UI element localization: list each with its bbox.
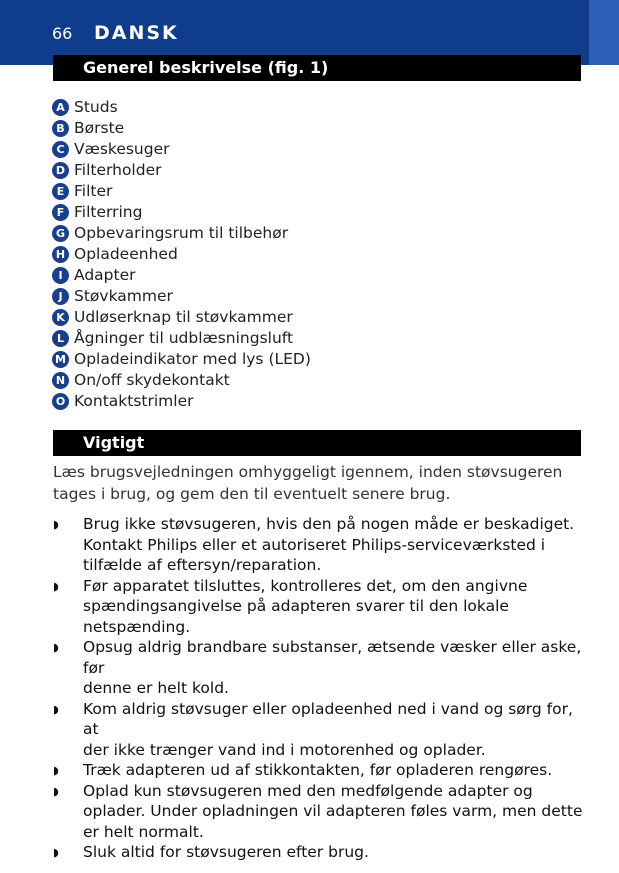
list-item xyxy=(52,286,311,307)
part-label: Ågninger til udblæsningsluft xyxy=(74,329,294,347)
letter-badge-icon: N xyxy=(52,372,69,389)
list-item xyxy=(52,202,311,223)
list-item xyxy=(52,370,311,391)
bullet-icon: ◗ xyxy=(53,764,59,777)
part-label: Filter xyxy=(74,182,113,200)
list-item xyxy=(53,514,583,576)
bullet-icon: ◗ xyxy=(53,784,59,798)
letter-badge-icon: H xyxy=(52,246,69,263)
part-label: Væskesuger xyxy=(74,140,170,158)
letter-badge-icon: A xyxy=(52,99,69,116)
part-label: Støvkammer xyxy=(74,287,173,305)
letter-badge-icon: G xyxy=(52,225,69,242)
section-heading-general-description: Generel beskrivelse (fig. 1) xyxy=(53,55,581,81)
parts-list xyxy=(52,97,311,412)
warning-text: Sluk altid for støvsugeren efter brug. xyxy=(83,843,369,861)
letter-badge-icon: I xyxy=(52,267,69,284)
part-label: Studs xyxy=(74,98,118,116)
letter-badge-icon: F xyxy=(52,204,69,221)
list-item xyxy=(53,781,583,843)
list-item xyxy=(52,181,311,202)
warning-text: Kom aldrig støvsuger eller opladeenhed ned i vand og sørg for, at der ikke trænger vand ind i motorenhed og oplader. xyxy=(83,699,573,759)
letter-badge-icon: C xyxy=(52,141,69,158)
letter-badge-icon: J xyxy=(52,288,69,305)
list-item xyxy=(52,97,311,118)
warning-text: Før apparatet tilsluttes, kontrolleres det, om den angivne spændingsangivelse på adapteren svarer til den lokale netspænding. xyxy=(83,576,528,636)
list-item xyxy=(53,699,583,761)
bullet-icon: ◗ xyxy=(53,518,59,531)
page-number: 66 xyxy=(52,24,73,43)
list-item xyxy=(52,307,311,328)
warning-text: Oplad kun støvsugeren med den medfølgende adapter og oplader. Under opladningen vil adapteren føles varm, men dette er helt normalt. xyxy=(83,781,583,841)
letter-badge-icon: K xyxy=(52,309,69,326)
part-label: Børste xyxy=(74,119,125,137)
list-item xyxy=(52,223,311,244)
warnings-list xyxy=(53,514,583,863)
list-item xyxy=(53,760,583,781)
part-label: Udløserknap til støvkammer xyxy=(74,308,293,326)
letter-badge-icon: O xyxy=(52,393,69,410)
language-title: DANSK xyxy=(94,22,179,44)
header-corner-accent xyxy=(589,0,619,65)
bullet-icon: ◗ xyxy=(53,846,59,859)
letter-badge-icon: E xyxy=(52,183,69,200)
warning-text: Opsug aldrig brandbare substanser, ætsende væsker eller aske, før denne er helt kold. xyxy=(83,638,582,697)
warning-text: Brug ikke støvsugeren, hvis den på nogen måde er beskadiget. Kontakt Philips eller et autoriseret Philips-serviceværksted i tilfælde af eftersyn/reparation. xyxy=(83,515,575,574)
part-label: Opladeenhed xyxy=(74,245,178,263)
letter-badge-icon: B xyxy=(52,120,69,137)
bullet-icon: ◗ xyxy=(53,702,59,716)
warning-text: Træk adapteren ud af stikkontakten, før opladeren rengøres. xyxy=(83,761,553,779)
list-item xyxy=(52,391,311,412)
part-label: Filterholder xyxy=(74,161,162,179)
list-item xyxy=(52,265,311,286)
list-item xyxy=(53,637,583,699)
letter-badge-icon: L xyxy=(52,330,69,347)
list-item xyxy=(52,328,311,349)
bullet-icon: ◗ xyxy=(53,641,59,654)
list-item xyxy=(52,118,311,139)
part-label: Opbevaringsrum til tilbehør xyxy=(74,224,289,242)
list-item xyxy=(52,349,311,370)
section-heading-important: Vigtigt xyxy=(53,430,581,456)
part-label: On/off skydekontakt xyxy=(74,371,230,389)
part-label: Adapter xyxy=(74,266,136,284)
part-label: Opladeindikator med lys (LED) xyxy=(74,350,311,368)
part-label: Kontaktstrimler xyxy=(74,392,194,410)
letter-badge-icon: D xyxy=(52,162,69,179)
list-item xyxy=(52,160,311,181)
list-item xyxy=(53,842,583,863)
list-item xyxy=(52,139,311,160)
part-label: Filterring xyxy=(74,203,143,221)
bullet-icon: ◗ xyxy=(53,579,59,593)
intro-paragraph: Læs brugsvejledningen omhyggeligt igennem, inden støvsugeren tages i brug, og gem den til eventuelt senere brug. xyxy=(53,463,563,503)
letter-badge-icon: M xyxy=(52,351,69,368)
list-item xyxy=(52,244,311,265)
list-item xyxy=(53,576,583,638)
